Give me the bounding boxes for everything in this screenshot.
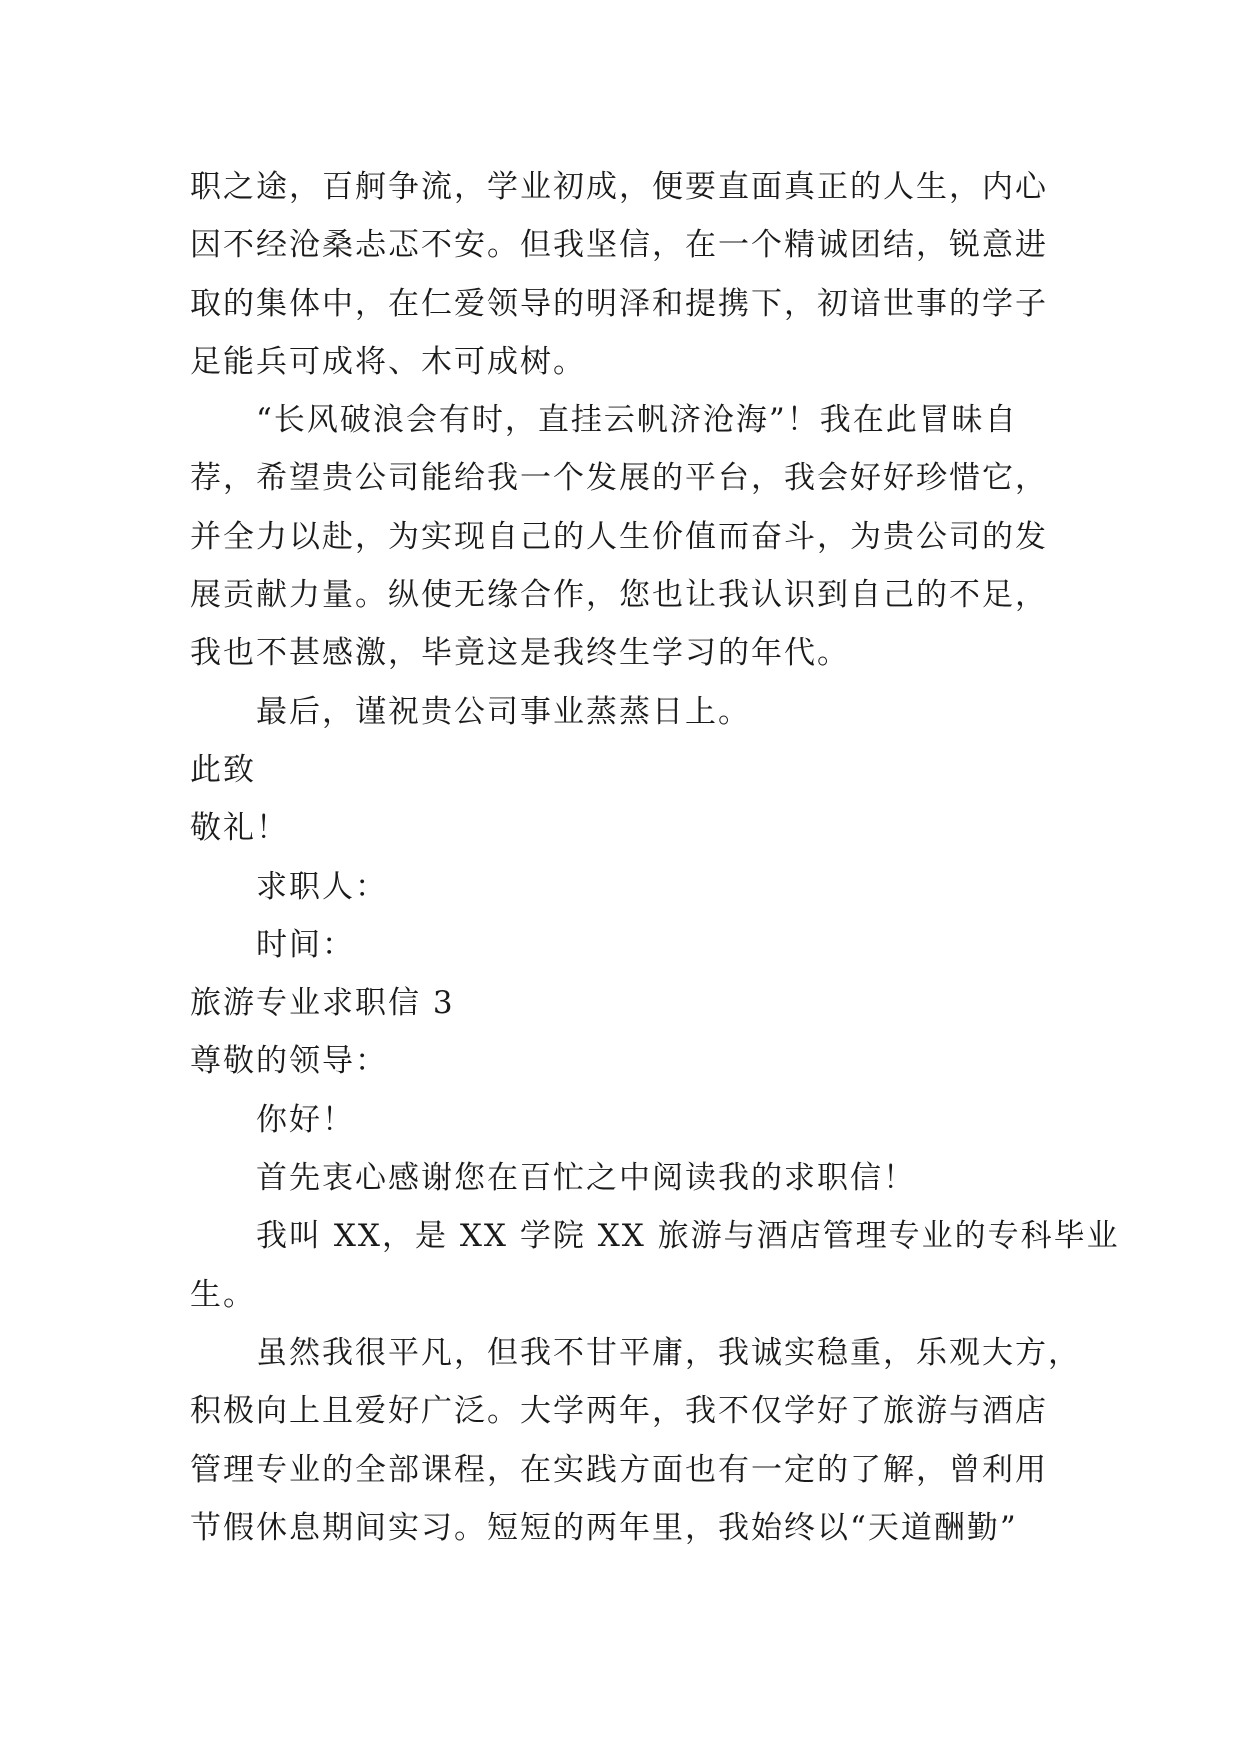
text-line: 你好！: [256, 1101, 355, 1138]
text-line: 最后，谨祝贵公司事业蒸蒸日上。: [256, 693, 751, 730]
text-line: 敬礼！: [190, 810, 289, 847]
text-line: 荐，希望贵公司能给我一个发展的平台，我会好好珍惜它，: [190, 460, 1048, 497]
text-line: 并全力以赴，为实现自己的人生价值而奋斗，为贵公司的发: [190, 518, 1048, 555]
text-line: 足能兵可成将、木可成树。: [190, 343, 586, 380]
text-line: 积极向上且爱好广泛。大学两年，我不仅学好了旅游与酒店: [190, 1393, 1048, 1430]
text-line: 因不经沧桑忐忑不安。但我坚信，在一个精诚团结，锐意进: [190, 227, 1048, 264]
text-line: 时间：: [256, 926, 355, 963]
text-line: 尊敬的领导：: [190, 1043, 388, 1080]
text-line: 节假休息期间实习。短短的两年里，我始终以“天道酬勤”: [190, 1509, 1018, 1546]
letter-body: [190, 158, 1120, 1557]
text-line: 取的集体中，在仁爱领导的明泽和提携下，初谙世事的学子: [190, 285, 1048, 322]
text-line: 旅游专业求职信 3: [190, 985, 455, 1022]
text-line: “长风破浪会有时，直挂云帆济沧海”！我在此冒昧自: [256, 402, 1018, 439]
text-line: 此致: [190, 751, 256, 788]
text-line: 首先衷心感谢您在百忙之中阅读我的求职信！: [256, 1160, 916, 1197]
text-line: 展贡献力量。纵使无缘合作，您也让我认识到自己的不足，: [190, 577, 1048, 614]
text-line: 求职人：: [256, 868, 388, 905]
text-line: 我也不甚感激，毕竟这是我终生学习的年代。: [190, 635, 850, 672]
text-line: 虽然我很平凡，但我不甘平庸，我诚实稳重，乐观大方，: [256, 1334, 1081, 1371]
text-line: 生。: [190, 1276, 256, 1313]
text-line: 职之途，百舸争流，学业初成，便要直面真正的人生，内心: [190, 169, 1048, 205]
text-line: 管理专业的全部课程，在实践方面也有一定的了解，曾利用: [190, 1451, 1048, 1488]
text-line: 我叫 XX，是 XX 学院 XX 旅游与酒店管理专业的专科毕业: [256, 1218, 1120, 1255]
